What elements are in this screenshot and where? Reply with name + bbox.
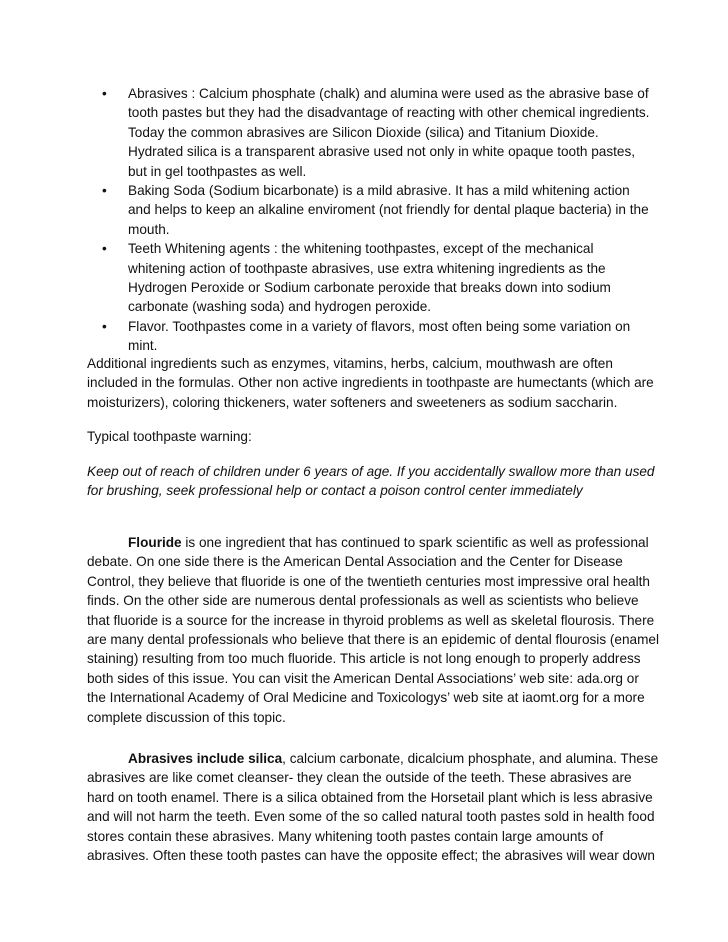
bullet-item-baking-soda [102,181,653,239]
bullet-text: Abrasives : Calcium phosphate (chalk) and alumina were used as the abrasive base of tooth pastes but they had the disadvantage of reacting with other chemical ingredients. Today the common abrasives are Silicon Dioxide (silica) and Titanium Dioxide. Hydrated silica is a transparent abrasive used not only in white opaque tooth pastes, but in gel toothpastes as well. [128,86,650,179]
abrasives-paragraph [87,749,659,865]
abrasives-lead: Abrasives include silica [128,751,283,766]
warning-text: Keep out of reach of children under 6 years of age. If you accidentally swallow more than used for brushing, seek professional help or contact a poison control center immediately [87,464,655,499]
bullet-glyph: • [102,318,107,334]
bullet-glyph: • [102,183,107,199]
bullet-text: Teeth Whitening agents : the whitening toothpastes, except of the mechanical whitening action of toothpaste abrasives, use extra whitening ingredients as the Hydrogen Peroxide or Sodium carbonate peroxide that breaks down into sodium carbonate (washing soda) and hydrogen peroxide. [128,241,611,315]
bullet-item-flavor [102,317,653,356]
fluoride-paragraph [87,533,659,727]
bullet-text: Baking Soda (Sodium bicarbonate) is a mild abrasive. It has a mild whitening action and helps to keep an alkaline enviroment (not friendly for dental plaque bacteria) in the mouth. [128,183,649,237]
abrasives-body: , calcium carbonate, dicalcium phosphate, and alumina. These abrasives are like comet cleanser- they clean the outside of the teeth. These abrasives are hard on tooth enamel. There is a silica obtained from the Horsetail plant which is less abrasive and will not harm the teeth. Even some of the so called natural tooth pastes sold in health food stores contain these abrasives. Many whitening tooth pastes contain large amounts of abrasives. Often these tooth pastes can have the opposite effect; the abrasives will wear down [87,751,659,864]
bullet-glyph: • [102,241,107,257]
bullet-item-whitening-agents [102,239,653,317]
additional-ingredients-paragraph: Additional ingredients such as enzymes, vitamins, herbs, calcium, mouthwash are often included in the formulas. Other non active ingredients in toothpaste are humectants (which are moisturizers), coloring thickeners, water softeners and sweeteners as sodium saccharin. [87,356,654,410]
bullet-item-abrasives [102,84,653,181]
fluoride-body: is one ingredient that has continued to spark scientific as well as professional debate. On one side there is the American Dental Association and the Center for Disease Control, they believe that fluoride is one of the twentieth centuries most impressive oral health finds. On the other side are numerous dental professionals as well as scientists who believe that fluoride is a source for the increase in thyroid problems as well as skeletal flourosis. There are many dental professionals who believe that there is an epidemic of dental flourosis (enamel staining) resulting from too much fluoride. This article is not long enough to properly address both sides of this issue. You can visit the American Dental Associations’ web site: ada.org or the International Academy of Oral Medicine and Toxicologys’ web site at iaomt.org for a more complete discussion of this topic. [87,535,660,725]
bullet-text: Flavor. Toothpastes come in a variety of flavors, most often being some variation on mint. [128,318,631,354]
warning-heading: Typical toothpaste warning: [87,429,252,444]
ingredient-bullet-list [102,84,653,356]
fluoride-lead: Flouride [128,535,182,550]
bullet-glyph: • [102,86,107,101]
